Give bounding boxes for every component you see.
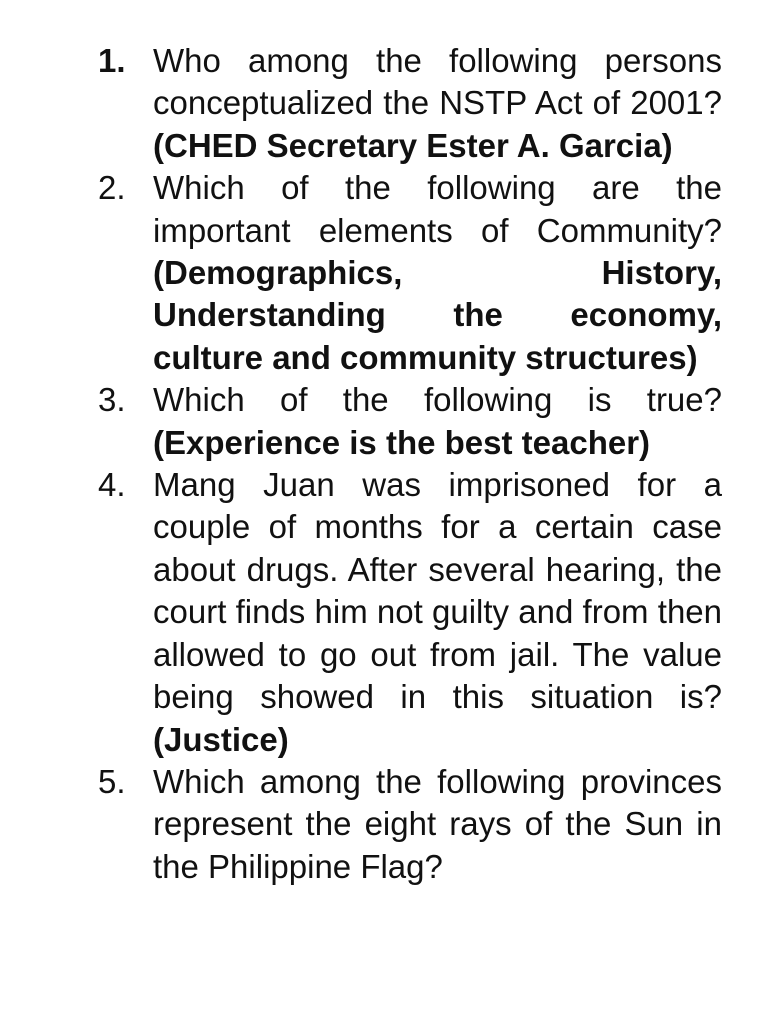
question-answer: (Demographics, History, Understanding the economy, culture and community structures) [153,254,722,376]
document-page [0,40,768,888]
question-number: 5. [98,762,126,800]
question-item [0,464,768,761]
question-number: 1. [98,42,126,79]
question-text: Mang Juan was imprisoned for a couple of months for a certain case about drugs. After several hearing, the court finds him not guilty and from then allowed to go out from jail. The value being showed in this situation is? [153,466,722,716]
question-item [0,761,768,888]
question-text: Which among the following provinces represent the eight rays of the Sun in the Philippine Flag? [153,762,722,885]
question-text: Which of the following is true? [153,381,722,419]
question-text: Who among the following persons conceptualized the NSTP Act of 2001? [153,42,722,122]
question-answer: (CHED Secretary Ester A. Garcia) [153,126,673,164]
question-list [0,40,768,888]
question-item [0,40,768,167]
question-item [0,379,768,464]
question-item [0,167,768,379]
question-answer: (Justice) [153,720,289,758]
question-number: 4. [98,466,126,504]
question-number: 3. [98,381,126,419]
question-number: 2. [98,169,126,207]
question-text: Which of the following are the important elements of Community? [153,169,722,249]
question-answer: (Experience is the best teacher) [153,423,651,461]
